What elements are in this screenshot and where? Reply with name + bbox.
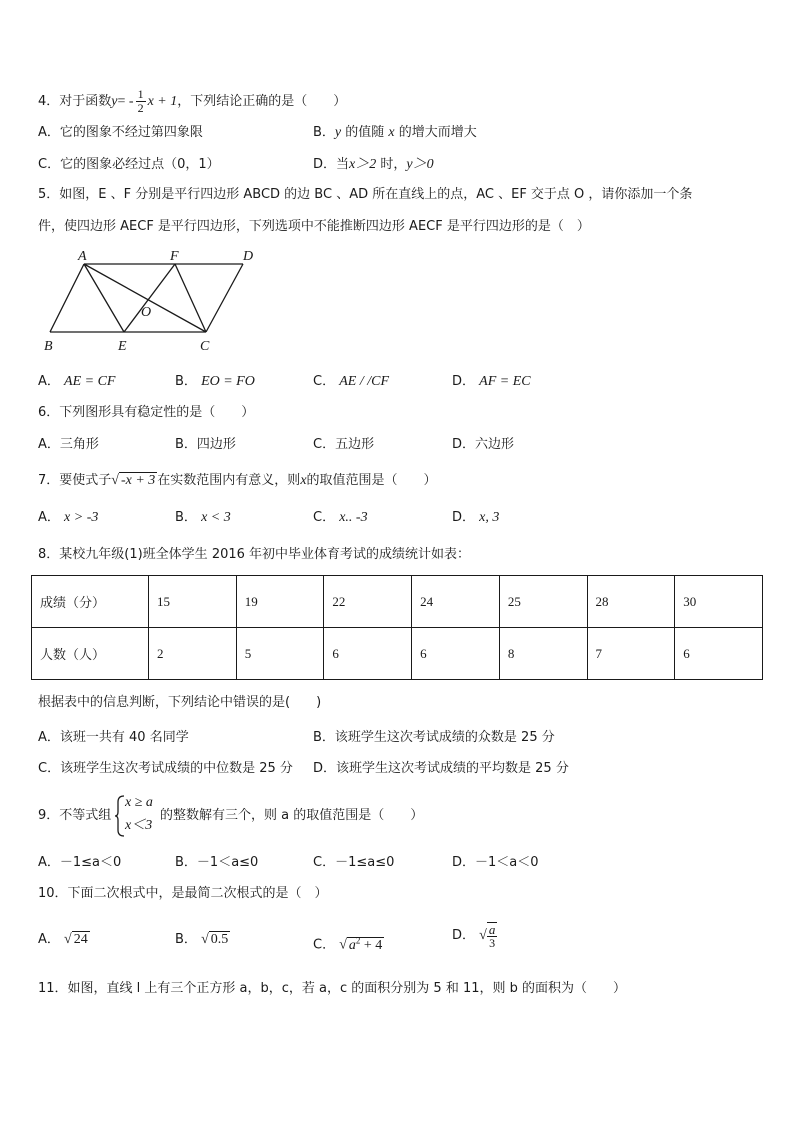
q5-label-e: E (118, 339, 127, 354)
q7-option-c (313, 509, 368, 527)
q4-stem-suffix: ，下列结论正确的是（ ） (177, 94, 347, 109)
q7-option-b-text: x < 3 (201, 510, 231, 525)
q7-option-b (175, 509, 231, 527)
q5-segment-ac (84, 264, 206, 332)
q7-radical: √ -x + 3 (111, 473, 156, 488)
q10-option-b (175, 931, 230, 949)
q4-option-b-label: B． (313, 125, 335, 140)
q4-option-b-y: y (334, 125, 342, 140)
q9-option-d: D．－1＜a＜0 (452, 855, 539, 870)
q10-option-c-radical: √ $a^2 + 4$ (339, 935, 383, 953)
q9-option-b: B．－1＜a≤0 (175, 855, 259, 870)
q7-option-a-label: A． (38, 510, 60, 525)
q10-option-d-label: D． (452, 928, 476, 943)
q7-var: x (300, 473, 307, 488)
q5-option-b-text: EO = FO (201, 374, 255, 389)
q5-label-b: B (44, 339, 53, 354)
table-header-cell: 人数（人） (32, 628, 149, 680)
q5-option-b (175, 373, 255, 391)
q4-option-d (313, 156, 434, 174)
q6-option-c: C．五边形 (313, 437, 375, 452)
table-cell: 5 (236, 628, 324, 680)
q5-stem-line2: 件，使四边形 AECF 是平行四边形，下列选项中不能推断四边形 AECF 是平行四边形的是（ ） (38, 219, 590, 234)
q10-option-c-rest: + 4 (360, 937, 383, 953)
q5-parallelogram-figure (38, 246, 278, 358)
table-cell: 7 (587, 628, 675, 680)
q9-inequality-2: x＜3 (125, 818, 153, 833)
table-cell: 15 (149, 576, 237, 628)
q4-option-c: C．它的图象必经过点（0，1） (38, 157, 220, 172)
q10-option-d-radical: √ $\frac{a}{3}$ (479, 922, 496, 950)
q8-stem: 8．某校九年级(1)班全体学生 2016 年初中毕业体育考试的成绩统计如表： (38, 547, 471, 562)
q7-option-b-label: B． (175, 510, 197, 525)
q4-option-b-end: 的增大而增大 (394, 125, 477, 140)
q5-option-b-label: B． (175, 374, 197, 389)
q4-option-d-cond: x＞2 (349, 157, 377, 172)
q7-option-c-label: C． (313, 510, 336, 525)
q10-option-d-den: 3 (489, 936, 496, 950)
q4-stem-prefix: 4．对于函数 (38, 94, 112, 109)
table-cell: 30 (675, 576, 763, 628)
table-cell: 2 (149, 628, 237, 680)
q5-option-a-text: AE = CF (64, 374, 116, 389)
q7-option-a (38, 509, 98, 527)
q5-label-d: D (243, 249, 254, 264)
q5-stem-line1: 5．如图，E 、F 分别是平行四边形 ABCD 的边 BC 、AD 所在直线上的点，AC 、EF 交于点 O ，请你添加一个条 (38, 187, 693, 202)
q10-option-b-radicand: 0.5 (210, 932, 229, 947)
q4-frac-num: 1 (137, 87, 144, 101)
q5-segment-fc (175, 264, 206, 332)
q4-fraction (136, 88, 146, 115)
q4-option-d-mid: 时， (376, 157, 407, 172)
q10-option-a-radicand: 24 (73, 932, 88, 947)
q4-func-lhs: y (111, 94, 118, 109)
q6-option-d: D．六边形 (452, 437, 515, 452)
q8-option-d: D．该班学生这次考试成绩的平均数是 25 分 (313, 761, 569, 776)
table-cell: 8 (499, 628, 587, 680)
table-cell: 19 (236, 576, 324, 628)
q5-option-d-label: D． (452, 374, 476, 389)
q4-option-b (313, 124, 477, 142)
q7-stem-mid: 在实数范围内有意义，则 (157, 473, 301, 488)
q7-radicand: -x + 3 (120, 473, 156, 488)
q4-option-b-x: x (388, 125, 395, 140)
q5-option-a-label: A． (38, 374, 60, 389)
q6-option-a: A．三角形 (38, 437, 99, 452)
q4-func-rest: x + 1 (147, 94, 178, 109)
q5-label-o: O (141, 305, 152, 320)
table-cell: 6 (324, 628, 412, 680)
score-table (31, 575, 763, 680)
q10-option-b-radical: √ 0.5 (201, 932, 229, 947)
q9-stem-prefix: 9．不等式组 (38, 808, 112, 823)
q9-stem-suffix: 的整数解有三个，则 a 的取值范围是（ ） (160, 808, 424, 823)
q10-option-d (452, 922, 497, 950)
q7-option-d (452, 509, 499, 527)
q5-option-c (313, 373, 389, 391)
q10-option-c-base: a (348, 937, 356, 953)
q10-option-d-num: a (488, 922, 496, 937)
table-row (32, 576, 763, 628)
q8-option-c: C．该班学生这次考试成绩的中位数是 25 分 (38, 761, 293, 776)
table-cell: 6 (675, 628, 763, 680)
q6-stem: 6．下列图形具有稳定性的是（ ） (38, 405, 255, 420)
q4-option-b-mid: 的值随 (341, 125, 389, 140)
table-cell: 24 (412, 576, 500, 628)
q4-stem (38, 88, 346, 115)
q8-option-a: A．该班一共有 40 名同学 (38, 730, 189, 745)
table-cell: 6 (412, 628, 500, 680)
q4-option-d-res: y＞0 (406, 157, 434, 172)
q7-option-c-text: x.. -3 (339, 510, 368, 525)
q9-option-c: C．－1≤a≤0 (313, 855, 395, 870)
q5-segment-ae (84, 264, 124, 332)
q4-option-d-label: D．当 (313, 157, 350, 172)
q7-option-d-text: x, 3 (479, 510, 500, 525)
q6-option-b: B．四边形 (175, 437, 236, 452)
q5-label-a: A (78, 249, 87, 264)
q9-option-a: A．－1≤a＜0 (38, 855, 122, 870)
q5-edge-ab (50, 264, 84, 332)
q5-label-c: C (200, 339, 210, 354)
q10-option-a (38, 931, 90, 949)
q7-option-d-label: D． (452, 510, 476, 525)
q10-stem: 10．下面二次根式中，是最简二次根式的是（ ） (38, 886, 328, 901)
q7-stem-prefix: 7．要使式子 (38, 473, 112, 488)
q5-option-d (452, 373, 531, 391)
q8-question: 根据表中的信息判断，下列结论中错误的是( ) (38, 695, 322, 710)
q7-stem-suffix: 的取值范围是（ ） (306, 473, 437, 488)
q5-edge-dc (206, 264, 243, 332)
q4-func-eq: = - (117, 94, 134, 109)
table-cell: 28 (587, 576, 675, 628)
q8-option-b: B．该班学生这次考试成绩的众数是 25 分 (313, 730, 555, 745)
q5-option-d-text: AF = EC (479, 374, 531, 389)
q5-option-c-text: AE / /CF (339, 374, 389, 389)
q5-option-a (38, 373, 116, 391)
q11-stem: 11．如图，直线 l 上有三个正方形 a，b，c，若 a，c 的面积分别为 5 和 11，则 b 的面积为（ ） (38, 981, 627, 996)
table-cell: 22 (324, 576, 412, 628)
table-cell: 25 (499, 576, 587, 628)
q5-option-c-label: C． (313, 374, 336, 389)
q10-option-c-label: C． (313, 937, 336, 953)
q5-label-f: F (170, 249, 179, 264)
q7-option-a-text: x > -3 (64, 510, 99, 525)
q4-option-a: A．它的图象不经过第四象限 (38, 125, 203, 140)
q10-option-c (313, 931, 384, 955)
q10-option-a-radical: √ 24 (64, 932, 88, 947)
q4-frac-den: 2 (137, 101, 144, 115)
q10-option-c-exponent: 2 (355, 935, 361, 945)
q10-option-a-label: A． (38, 932, 60, 947)
table-row (32, 628, 763, 680)
table-header-cell: 成绩（分） (32, 576, 149, 628)
q10-option-b-label: B． (175, 932, 197, 947)
q5-segment-ef (124, 264, 175, 332)
q7-stem (38, 472, 437, 490)
q10-option-d-fraction (487, 922, 498, 950)
q9-inequality-1: x ≥ a (125, 795, 153, 810)
q10-option-c-radicand (347, 937, 384, 953)
